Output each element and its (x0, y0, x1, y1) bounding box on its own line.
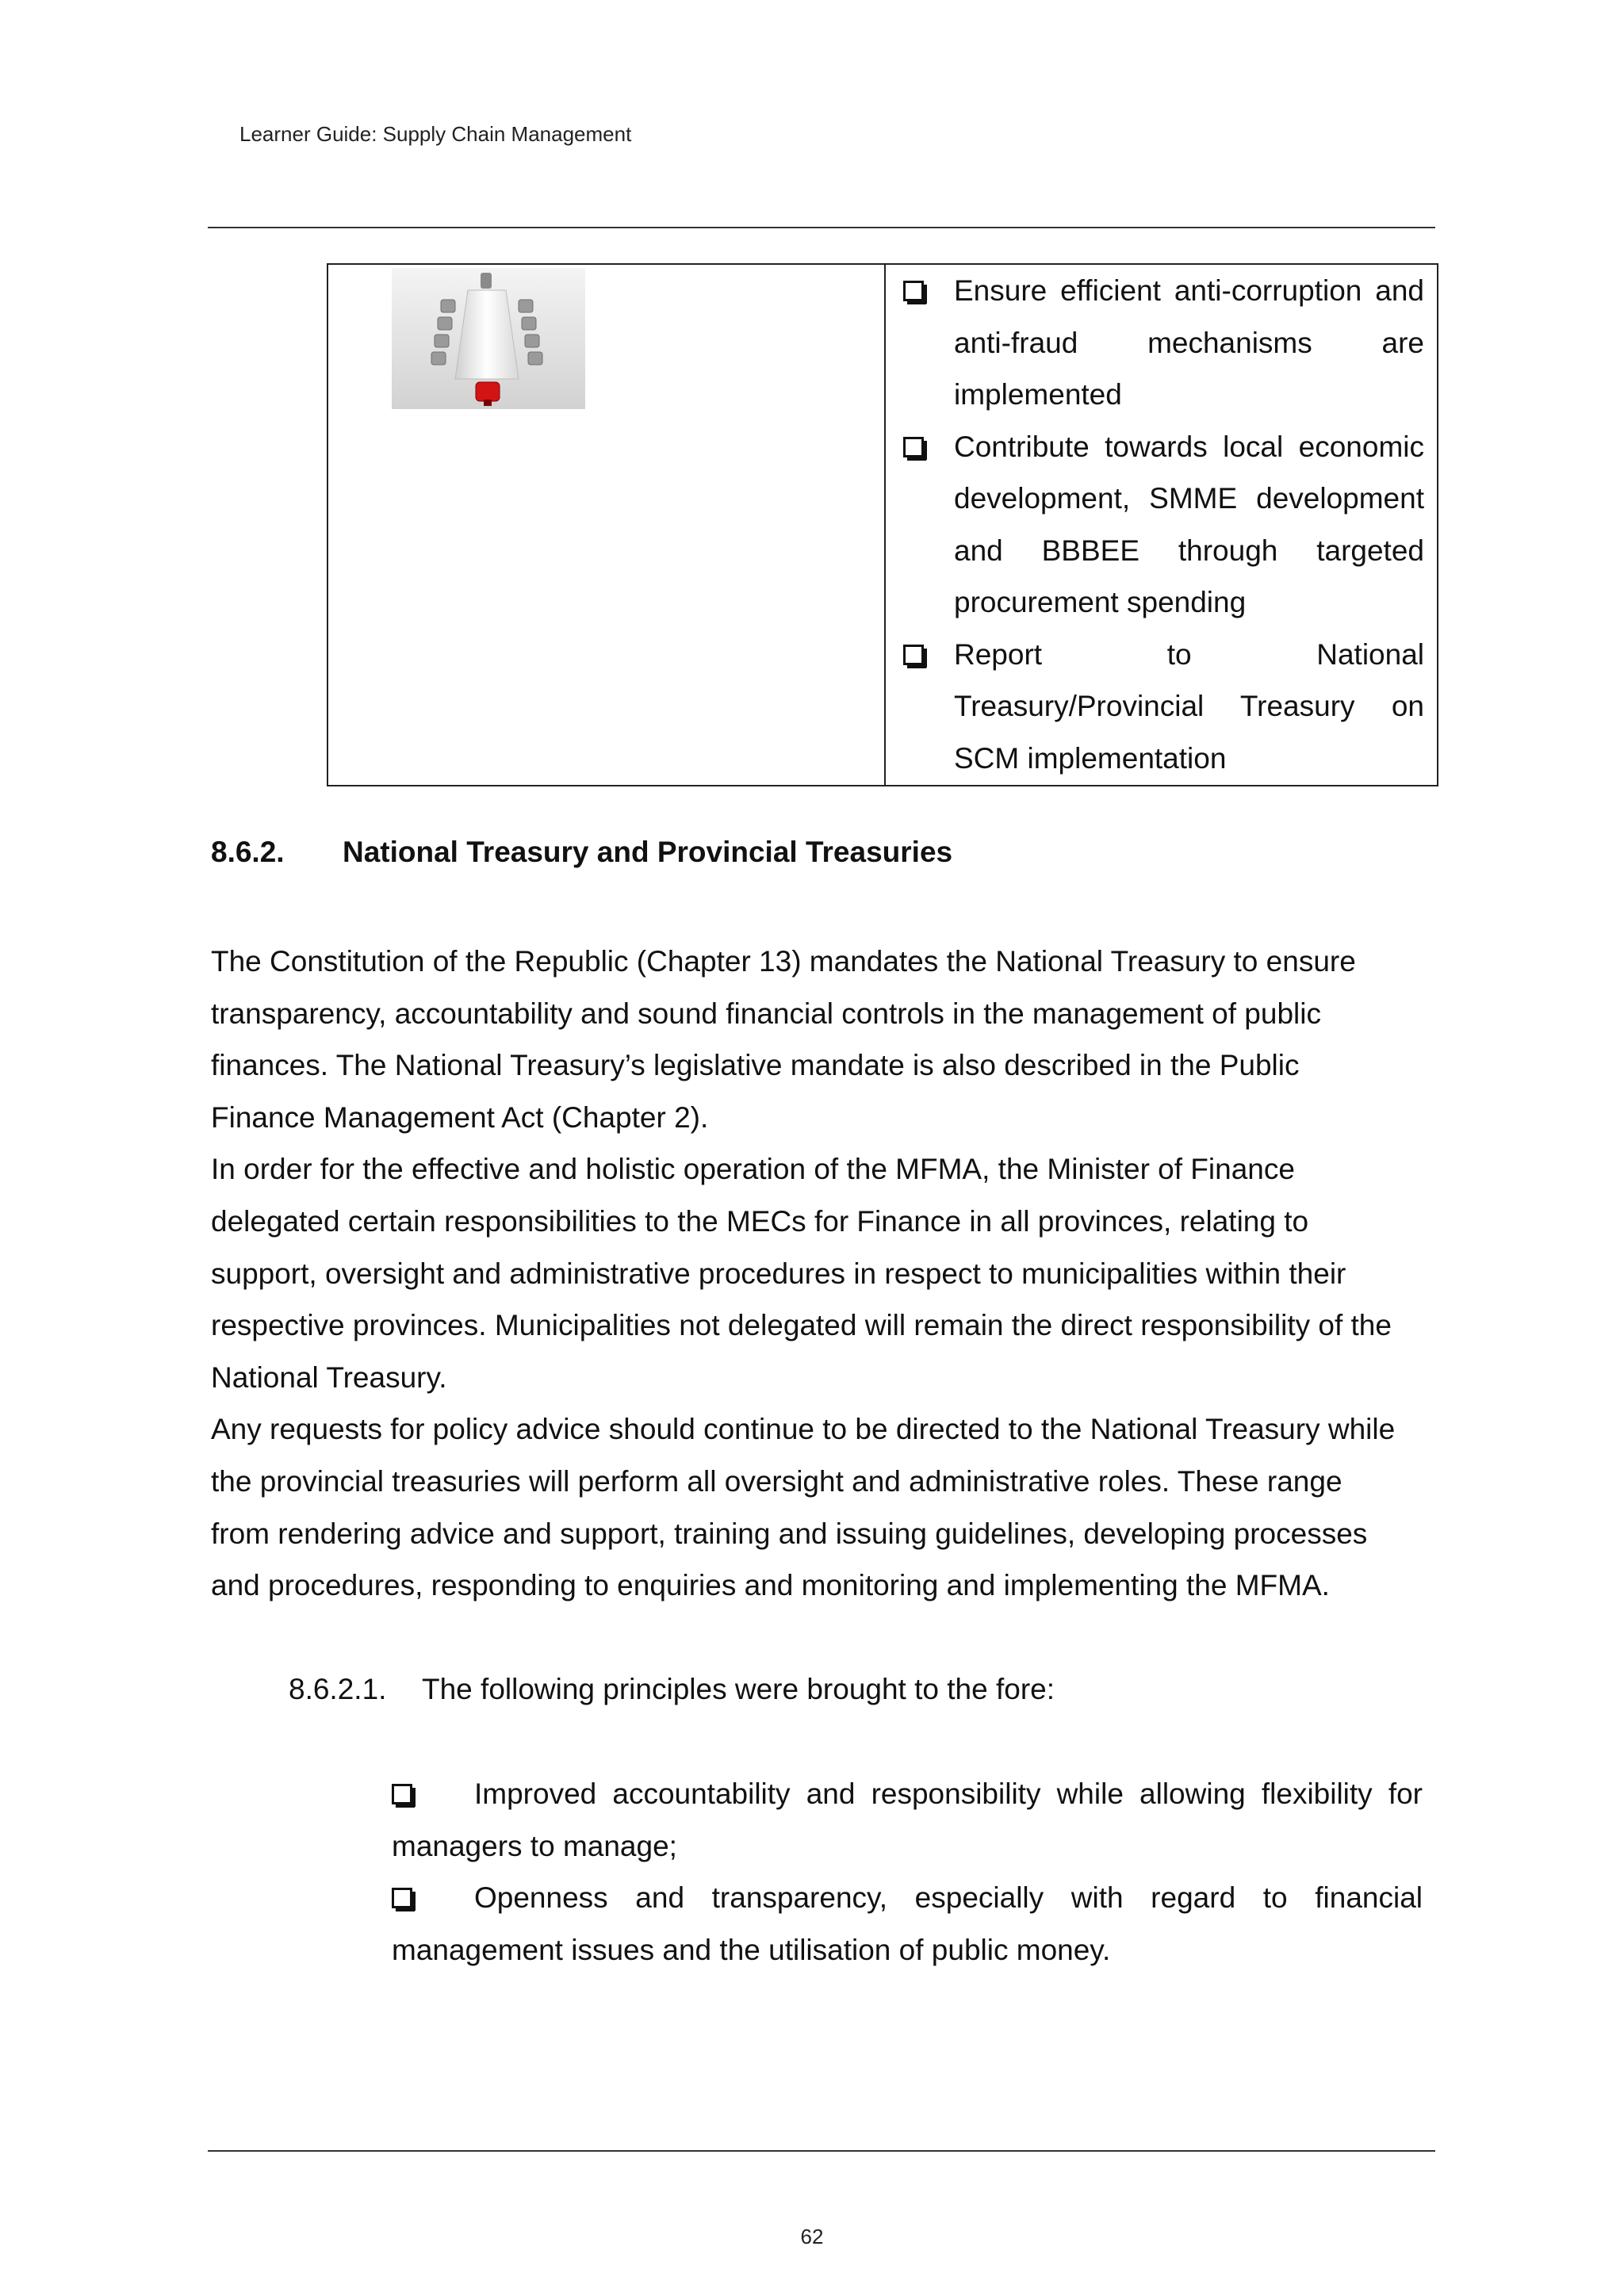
header-rule (208, 227, 1435, 228)
subsection-heading (289, 1663, 1055, 1716)
checkbox-bullet-icon (392, 1784, 412, 1804)
table-bullets-cell (886, 265, 1437, 785)
subsection-number: 8.6.2.1. (289, 1673, 387, 1705)
paragraph: The Constitution of the Republic (Chapter 13) mandates the National Treasury to ensure transparency, accountability and sound financial controls in the management of public finances. The National Treasury’s legislative mandate is also described in the Public Finance Management Act (Chapter 2). (211, 945, 1356, 1134)
content-table (327, 263, 1438, 786)
checkbox-bullet-icon (903, 437, 924, 457)
section-number: 8.6.2. (211, 836, 285, 868)
table-image-cell (328, 265, 886, 785)
section-heading (211, 836, 952, 869)
list-item: Contribute towards local economic development, SMME development and BBBEE through targeted procurement spending (903, 421, 1424, 629)
principles-list (392, 1768, 1423, 1976)
list-item: Improved accountability and responsibility while allowing flexibility for managers to manage; (392, 1777, 1423, 1862)
checkbox-bullet-icon (903, 645, 924, 665)
paragraph: Any requests for policy advice should continue to be directed to the National Treasury while the provincial treasuries will perform all oversight and administrative roles. These range from rendering advice and support, training and issuing guidelines, developing processes and procedures, responding to enquiries and monitoring and implementing the MFMA. (211, 1413, 1396, 1602)
footer-rule (208, 2150, 1435, 2152)
subsection-title: The following principles were brought to the fore: (422, 1673, 1055, 1705)
list-item: Report to National Treasury/Provincial Treasury on SCM implementation (903, 629, 1424, 785)
list-item: Openness and transparency, especially with regard to financial management issues and the utilisation of public money. (392, 1881, 1423, 1966)
checkbox-bullet-icon (392, 1888, 412, 1908)
section-title: National Treasury and Provincial Treasuries (343, 836, 953, 868)
list-item: Ensure efficient anti-corruption and anti-fraud mechanisms are implemented (903, 265, 1424, 421)
running-header: Learner Guide: Supply Chain Management (239, 122, 632, 146)
table-bullet-list (903, 265, 1424, 784)
page-number: 62 (800, 2225, 824, 2248)
boardroom-table-image (392, 268, 585, 409)
checkbox-bullet-icon (903, 281, 924, 301)
paragraph: In order for the effective and holistic operation of the MFMA, the Minister of Finance delegated certain responsibilities to the MECs for Finance in all provinces, relating to support, oversight and administrative procedures in respect to municipalities within their respective provinces. Municipalities not delegated will remain the direct responsibility of the National Treasury. (211, 1153, 1392, 1394)
section-body (211, 936, 1404, 1612)
